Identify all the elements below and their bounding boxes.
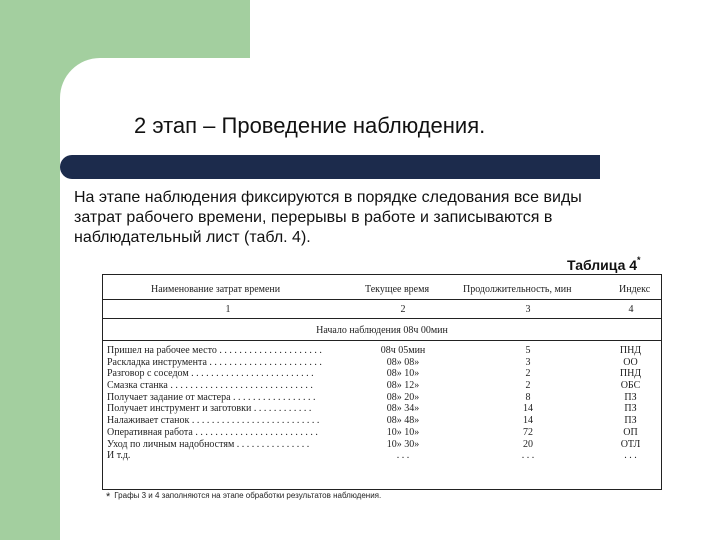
caption-footnote-mark: *	[637, 255, 641, 265]
table-rule	[103, 299, 661, 300]
index-cell: ОТЛ	[620, 438, 641, 450]
table-row: Смазка станка . . . . . . . . . . . . . . . . . . . . . . . . . . . . .	[107, 380, 313, 392]
observation-table	[102, 274, 662, 490]
time-cell: . . .	[396, 450, 410, 462]
header-cost-name: Наименование затрат времени	[151, 284, 281, 295]
time-cell: 08» 34»	[386, 403, 420, 415]
time-cell: 08» 10»	[386, 368, 420, 380]
paragraph-line: затрат рабочего времени, перерывы в работе и записываются в	[74, 209, 553, 226]
time-cell: 08» 48»	[386, 415, 420, 427]
duration-cell: 14	[523, 415, 533, 427]
time-cell: 10» 10»	[386, 426, 420, 438]
table-row: Разговор с соседом . . . . . . . . . . . . . . . . . . . . . . . . .	[107, 368, 314, 380]
time-cell: 08» 12»	[386, 380, 420, 392]
duration-cell: . . .	[521, 450, 535, 462]
table-row: Уход по личным надобностям . . . . . . . . . . . . . . .	[107, 438, 310, 450]
duration-column	[463, 345, 593, 462]
duration-cell: 3	[525, 356, 531, 368]
table-rule	[103, 318, 661, 319]
time-cell: 10» 30»	[386, 438, 420, 450]
column-number-3: 3	[525, 304, 531, 315]
header-current-time: Текущее время	[365, 284, 430, 295]
index-column	[598, 345, 663, 462]
table-row: Получает задание от мастера . . . . . . . . . . . . . . . . .	[107, 391, 316, 403]
table-row: Налаживает станок . . . . . . . . . . . . . . . . . . . . . . . . . .	[107, 415, 320, 427]
body-paragraph	[74, 188, 662, 248]
slide-title: 2 этап – Проведение наблюдения.	[134, 113, 486, 138]
time-cell: 08» 08»	[386, 356, 420, 368]
time-cell: 08ч 05мин	[380, 345, 426, 356]
duration-cell: 8	[525, 391, 531, 403]
current-time-column	[353, 345, 453, 462]
table-row: Оперативная работа . . . . . . . . . . . . . . . . . . . . . . . . .	[107, 426, 318, 438]
table-footnote	[106, 491, 381, 503]
table-row: Пришел на рабочее место . . . . . . . . . . . . . . . . . . . . .	[107, 345, 322, 356]
table-caption	[567, 257, 641, 273]
green-left-strip	[0, 0, 60, 540]
index-cell: ПЗ	[624, 415, 637, 427]
index-cell: ПНД	[619, 345, 642, 356]
table-row: Раскладка инструмента . . . . . . . . . . . . . . . . . . . . . . .	[107, 356, 322, 368]
header-duration: Продолжительность, мин	[463, 284, 572, 295]
duration-cell: 2	[525, 368, 531, 380]
duration-cell: 72	[523, 426, 533, 438]
duration-cell: 20	[523, 438, 533, 450]
table-rule	[103, 340, 661, 341]
time-cell: 08» 20»	[386, 391, 420, 403]
index-cell: ПЗ	[624, 403, 637, 415]
duration-cell: 2	[525, 380, 531, 392]
index-cell: ОБС	[620, 380, 641, 392]
index-cell: ОП	[623, 426, 638, 438]
title-underline-bar	[60, 155, 600, 179]
duration-cell: 5	[525, 345, 531, 356]
cost-name-column	[107, 345, 322, 462]
table-row: И т.д.	[107, 450, 131, 462]
index-cell: . . .	[624, 450, 637, 462]
column-number-2: 2	[400, 304, 406, 315]
footnote-mark: *	[106, 491, 111, 503]
paragraph-line: На этапе наблюдения фиксируются в порядке следования все виды	[74, 189, 582, 206]
paragraph-line: наблюдательный лист (табл. 4).	[74, 229, 311, 246]
header-index: Индекс	[619, 284, 651, 295]
index-cell: ОО	[623, 356, 638, 368]
index-cell: ПЗ	[624, 391, 637, 403]
duration-cell: 14	[523, 403, 533, 415]
table-caption-text: Таблица 4	[567, 257, 638, 273]
footnote-text: Графы 3 и 4 заполняются на этапе обработки результатов наблюдения.	[114, 491, 382, 500]
table-row: Получает инструмент и заготовки . . . . . . . . . . . .	[107, 403, 312, 415]
column-number-4: 4	[628, 304, 634, 315]
observation-start-note: Начало наблюдения 08ч 00мин	[316, 325, 448, 336]
index-cell: ПНД	[619, 368, 642, 380]
column-number-1: 1	[225, 304, 231, 315]
